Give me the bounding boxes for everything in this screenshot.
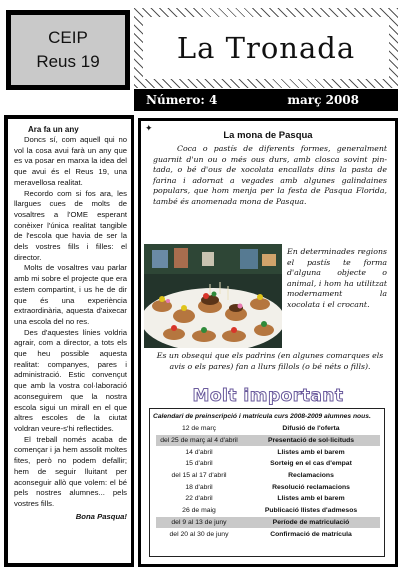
calendar-event: Difusió de l'oferta [282,425,340,433]
calendar-event: Període de matriculació [272,518,350,526]
editorial-heading: Ara fa un any [28,125,79,134]
calendar-date: 22 d'abril [185,495,213,503]
newsletter-title: La Tronada [143,17,389,79]
calendar-event: Llistes amb el barem [277,495,345,503]
calendar-date: del 15 al 17 d'abril [171,472,227,480]
calendar-date: 14 d'abril [185,448,213,456]
calendar-row [156,505,380,517]
calendar-date: del 9 al 13 de juny [171,518,227,526]
calendar-row [156,470,380,482]
calendar-row [156,458,380,470]
masthead [134,8,398,88]
calendar-date: del 20 al 30 de juny [169,530,229,538]
calendar-rows [156,423,380,540]
calendar-caption: Calendari de preinscripció i matrícula curs 2008-2009 alumnes nous. [153,413,371,420]
notice-heading: Molt important [192,386,344,406]
calendar-event: Publicació llistes d'admesos [264,507,358,515]
editorial-paragraph: El treball només acaba de començar i ja hem assolit moltes fites, però no podem defallir; hem de seguir lluitant per aconseguir allò que volem: el bé pels nostres alumnes... pels vostres fills. [14,434,127,508]
calendar-date: 12 de març [181,425,216,433]
school-logo-box [6,10,130,90]
calendar-row [156,528,380,540]
article-column [138,118,398,567]
logo-line-1: CEIP [48,28,88,47]
issue-date: març 2008 [287,93,359,107]
calendar-row [156,435,380,447]
school-logo [11,15,125,85]
editorial-body [8,119,131,563]
article-paragraph: En determinades regions el pastís te forma d'alguna objecte o animal, i hom ha utilitzat modernament la xocolata i el crocant. [287,247,387,309]
issue-number: Número: 4 [146,93,218,107]
editorial-column [4,115,134,567]
calendar-row [156,517,380,529]
calendar-event: Confirmació de matrícula [270,530,352,538]
calendar-row [156,446,380,458]
easter-mona-photo [144,244,282,348]
calendar-row [156,481,380,493]
calendar-row [156,493,380,505]
calendar-date: del 25 de març al 4 d'abril [160,437,238,445]
calendar-event: Resolució reclamacions [272,483,350,491]
article-title: La mona de Pasqua [223,130,313,141]
calendar-event: Reclamacions [288,472,334,480]
editorial-paragraph: Recordo com si fos ara, les llargues cues de molts de vosaltres a l'OME esperant conèixer l'única realitat tangible de l'escola que havia de ser la dels vostres fills i filles: el director. [14,188,127,262]
star-icon: ✦ [145,123,153,133]
editorial-signoff: Bona Pasqua! [75,511,127,521]
issue-bar [134,89,398,111]
logo-line-2: Reus 19 [36,52,100,71]
editorial-paragraph: Doncs sí, com aquell qui no vol la cosa avui farà un any que es va posar en marxa la idea del que avui és el Reus 19, una meravellosa realitat. [14,135,127,187]
calendar-row [156,423,380,435]
editorial-paragraph: Molts de vosaltres vau parlar amb mi sobre el projecte que era estem compartint, i us he de dir que és una experiència extraordinària, aquesta d'aixecar una escola del no res. [14,263,127,326]
editorial-paragraph: Des d'aquestes línies voldria agrair, com a director, a tots els que heu possible aquesta realitat: companyes, pares i administració. Estic convençut que amb la vostra col·laboració aconseguirem que la nostra escola sigui un mirall en el que altres escoles de la ciutat voldran veure-s'hi reflectides. [14,327,127,433]
calendar-event: Llistes amb el barem [277,448,345,456]
calendar-event: Presentació de sol·licituds [267,437,355,445]
calendar-event: Sorteig en el cas d'empat [270,460,352,468]
enrolment-calendar [149,408,385,557]
calendar-date: 15 d'abril [185,460,213,468]
article-paragraph: Es un obsequi que els padrins (en algunes comarques els avis o els pares) fan a llurs fillols (o bé néts o fills). [156,351,384,371]
photo-illustration [144,244,282,348]
article-body [141,121,395,564]
calendar-date: 18 d'abril [185,483,213,491]
calendar-date: 26 de maig [182,507,216,515]
article-paragraph: Coca o pastís de diferents formes, generalment guarnit d'un ou o més ous durs, amb closca sovint pin-tada, o bé d'ous de xocolata encallats dins la pasta de farina i adornat a vegades amb algunes galindaines populars, que hom menja per la festa de Pasqua Florida, també és anomenada mona de Pasqua. [153,144,387,206]
